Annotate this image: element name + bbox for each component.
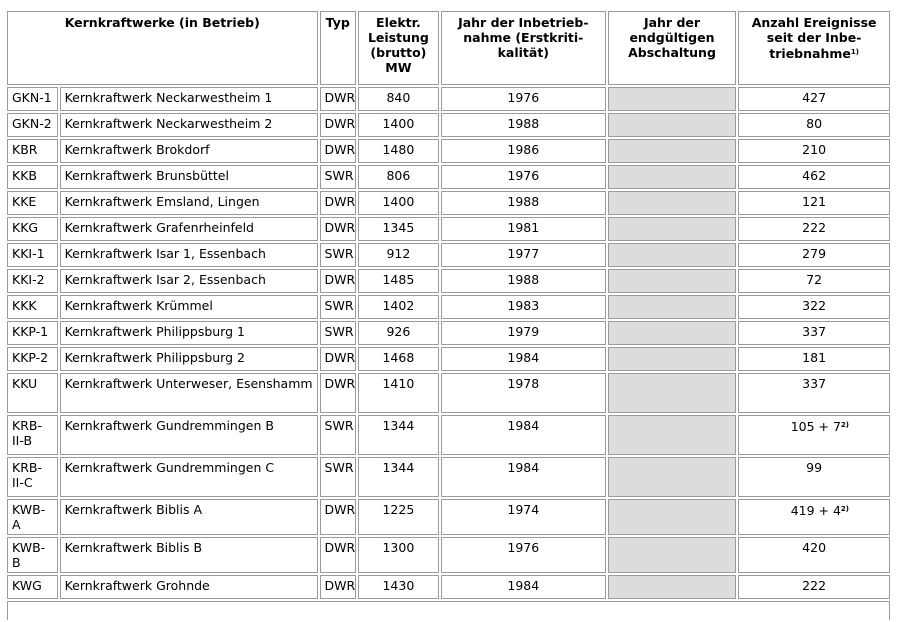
table-row <box>7 347 890 371</box>
event-footnote: 2) <box>840 505 849 513</box>
event-count-value: 322 <box>802 298 827 313</box>
shutdown-year <box>608 321 736 345</box>
event-footnote: 2) <box>840 421 849 429</box>
table-row <box>7 243 890 267</box>
reactor-type: SWR <box>320 457 356 497</box>
shutdown-year <box>608 347 736 371</box>
plant-name: Kernkraftwerk Gundremmingen B <box>60 415 318 455</box>
header-events-label: Anzahl Ereignisse seit der Inbe-triebnahme <box>751 15 877 61</box>
commission-year: 1984 <box>441 347 606 371</box>
reactor-type: DWR <box>320 113 356 137</box>
plant-name: Kernkraftwerk Neckarwestheim 2 <box>60 113 318 137</box>
event-count-value: 210 <box>802 142 827 157</box>
event-count-value: 121 <box>802 194 827 209</box>
header-events-footnote: 1) <box>850 48 859 56</box>
commission-year: 1979 <box>441 321 606 345</box>
table-footer-cell <box>7 601 890 620</box>
plant-code: GKN-1 <box>7 87 58 111</box>
plant-name: Kernkraftwerk Biblis A <box>60 499 318 535</box>
commission-year: 1981 <box>441 217 606 241</box>
shutdown-year <box>608 457 736 497</box>
event-count <box>738 113 890 137</box>
event-count <box>738 295 890 319</box>
power-mw: 1485 <box>358 269 439 293</box>
shutdown-year <box>608 499 736 535</box>
plant-code: KKK <box>7 295 58 319</box>
reactor-type: SWR <box>320 295 356 319</box>
plant-code: KKB <box>7 165 58 189</box>
power-mw: 1402 <box>358 295 439 319</box>
commission-year: 1988 <box>441 113 606 137</box>
plant-code: KWB-A <box>7 499 58 535</box>
plant-name: Kernkraftwerk Biblis B <box>60 537 318 573</box>
plant-code: KKE <box>7 191 58 215</box>
table-row <box>7 415 890 455</box>
event-count-value: 427 <box>802 90 827 105</box>
table-row <box>7 295 890 319</box>
reactor-type: DWR <box>320 139 356 163</box>
plant-code: KKP-1 <box>7 321 58 345</box>
commission-year: 1984 <box>441 457 606 497</box>
shutdown-year <box>608 575 736 599</box>
commission-year: 1978 <box>441 373 606 413</box>
reactor-type: SWR <box>320 321 356 345</box>
header-name: Kernkraftwerke (in Betrieb) <box>7 11 318 85</box>
event-count-value: 337 <box>802 376 827 391</box>
event-count <box>738 139 890 163</box>
header-type: Typ <box>320 11 356 85</box>
plant-code: KKI-2 <box>7 269 58 293</box>
power-mw: 840 <box>358 87 439 111</box>
table-row <box>7 139 890 163</box>
shutdown-year <box>608 537 736 573</box>
power-mw: 806 <box>358 165 439 189</box>
reactor-type: DWR <box>320 87 356 111</box>
event-count <box>738 243 890 267</box>
reactor-type: DWR <box>320 575 356 599</box>
plant-code: KWB-B <box>7 537 58 573</box>
table-footer-row <box>7 601 890 620</box>
header-events <box>738 11 890 85</box>
commission-year: 1976 <box>441 87 606 111</box>
table-row <box>7 269 890 293</box>
event-count-value: 279 <box>802 246 827 261</box>
event-count-value: 105 + 7 <box>790 419 841 434</box>
power-mw: 926 <box>358 321 439 345</box>
event-count <box>738 165 890 189</box>
shutdown-year <box>608 295 736 319</box>
event-count <box>738 217 890 241</box>
table-row <box>7 499 890 535</box>
event-count-value: 462 <box>802 168 827 183</box>
plant-code: KRB-II-B <box>7 415 58 455</box>
shutdown-year <box>608 373 736 413</box>
commission-year: 1977 <box>441 243 606 267</box>
plant-name: Kernkraftwerk Gundremmingen C <box>60 457 318 497</box>
plant-name: Kernkraftwerk Neckarwestheim 1 <box>60 87 318 111</box>
event-count-value: 420 <box>802 540 827 555</box>
power-mw: 912 <box>358 243 439 267</box>
event-count-value: 99 <box>806 460 823 475</box>
commission-year: 1976 <box>441 537 606 573</box>
plant-name: Kernkraftwerk Brunsbüttel <box>60 165 318 189</box>
reactor-type: SWR <box>320 415 356 455</box>
reactor-type: DWR <box>320 269 356 293</box>
event-count <box>738 537 890 573</box>
power-mw: 1400 <box>358 113 439 137</box>
commission-year: 1974 <box>441 499 606 535</box>
event-count <box>738 87 890 111</box>
shutdown-year <box>608 87 736 111</box>
plant-name: Kernkraftwerk Grohnde <box>60 575 318 599</box>
plant-code: KRB-II-C <box>7 457 58 497</box>
table-body <box>7 87 890 599</box>
header-year-end: Jahr der endgültigen Abschaltung <box>608 11 736 85</box>
table-row <box>7 457 890 497</box>
plant-name: Kernkraftwerk Philippsburg 2 <box>60 347 318 371</box>
shutdown-year <box>608 139 736 163</box>
reactor-type: DWR <box>320 347 356 371</box>
event-count <box>738 347 890 371</box>
plant-code: KKI-1 <box>7 243 58 267</box>
event-count-value: 80 <box>806 116 823 131</box>
reactor-type: DWR <box>320 537 356 573</box>
plant-name: Kernkraftwerk Grafenrheinfeld <box>60 217 318 241</box>
event-count-value: 72 <box>806 272 823 287</box>
event-count <box>738 269 890 293</box>
plant-name: Kernkraftwerk Brokdorf <box>60 139 318 163</box>
shutdown-year <box>608 269 736 293</box>
table-row <box>7 191 890 215</box>
event-count <box>738 575 890 599</box>
plant-name: Kernkraftwerk Krümmel <box>60 295 318 319</box>
shutdown-year <box>608 191 736 215</box>
event-count-value: 222 <box>802 578 827 593</box>
reactor-type: DWR <box>320 191 356 215</box>
plant-name: Kernkraftwerk Philippsburg 1 <box>60 321 318 345</box>
power-mw: 1225 <box>358 499 439 535</box>
header-year-start: Jahr der Inbetrieb-nahme (Erstkriti-kalität) <box>441 11 606 85</box>
commission-year: 1984 <box>441 415 606 455</box>
table-row <box>7 537 890 573</box>
reactor-type: SWR <box>320 243 356 267</box>
reactor-type: DWR <box>320 499 356 535</box>
event-count <box>738 373 890 413</box>
event-count <box>738 499 890 535</box>
event-count <box>738 457 890 497</box>
power-mw: 1410 <box>358 373 439 413</box>
shutdown-year <box>608 217 736 241</box>
power-mw: 1468 <box>358 347 439 371</box>
table-row <box>7 113 890 137</box>
commission-year: 1988 <box>441 191 606 215</box>
nuclear-plants-table <box>5 9 892 622</box>
table-row <box>7 321 890 345</box>
plant-code: KKG <box>7 217 58 241</box>
power-mw: 1344 <box>358 457 439 497</box>
plant-name: Kernkraftwerk Isar 1, Essenbach <box>60 243 318 267</box>
plant-code: KBR <box>7 139 58 163</box>
event-count <box>738 191 890 215</box>
reactor-type: DWR <box>320 217 356 241</box>
commission-year: 1976 <box>441 165 606 189</box>
table-row <box>7 575 890 599</box>
commission-year: 1983 <box>441 295 606 319</box>
shutdown-year <box>608 243 736 267</box>
plant-name: Kernkraftwerk Isar 2, Essenbach <box>60 269 318 293</box>
power-mw: 1430 <box>358 575 439 599</box>
header-power: Elektr. Leistung (brutto) MW <box>358 11 439 85</box>
reactor-type: DWR <box>320 373 356 413</box>
shutdown-year <box>608 113 736 137</box>
header-row <box>7 11 890 85</box>
table-row <box>7 373 890 413</box>
commission-year: 1988 <box>441 269 606 293</box>
power-mw: 1300 <box>358 537 439 573</box>
plant-name: Kernkraftwerk Unterweser, Esenshamm <box>60 373 318 413</box>
table-row <box>7 87 890 111</box>
power-mw: 1345 <box>358 217 439 241</box>
event-count <box>738 321 890 345</box>
table-row <box>7 165 890 189</box>
event-count-value: 181 <box>802 350 827 365</box>
plant-code: KWG <box>7 575 58 599</box>
power-mw: 1344 <box>358 415 439 455</box>
event-count-value: 337 <box>802 324 827 339</box>
power-mw: 1400 <box>358 191 439 215</box>
event-count-value: 419 + 4 <box>790 503 841 518</box>
power-mw: 1480 <box>358 139 439 163</box>
shutdown-year <box>608 415 736 455</box>
event-count-value: 222 <box>802 220 827 235</box>
plant-name: Kernkraftwerk Emsland, Lingen <box>60 191 318 215</box>
commission-year: 1986 <box>441 139 606 163</box>
plant-code: KKU <box>7 373 58 413</box>
commission-year: 1984 <box>441 575 606 599</box>
plant-code: KKP-2 <box>7 347 58 371</box>
plant-code: GKN-2 <box>7 113 58 137</box>
table-row <box>7 217 890 241</box>
event-count <box>738 415 890 455</box>
shutdown-year <box>608 165 736 189</box>
reactor-type: SWR <box>320 165 356 189</box>
